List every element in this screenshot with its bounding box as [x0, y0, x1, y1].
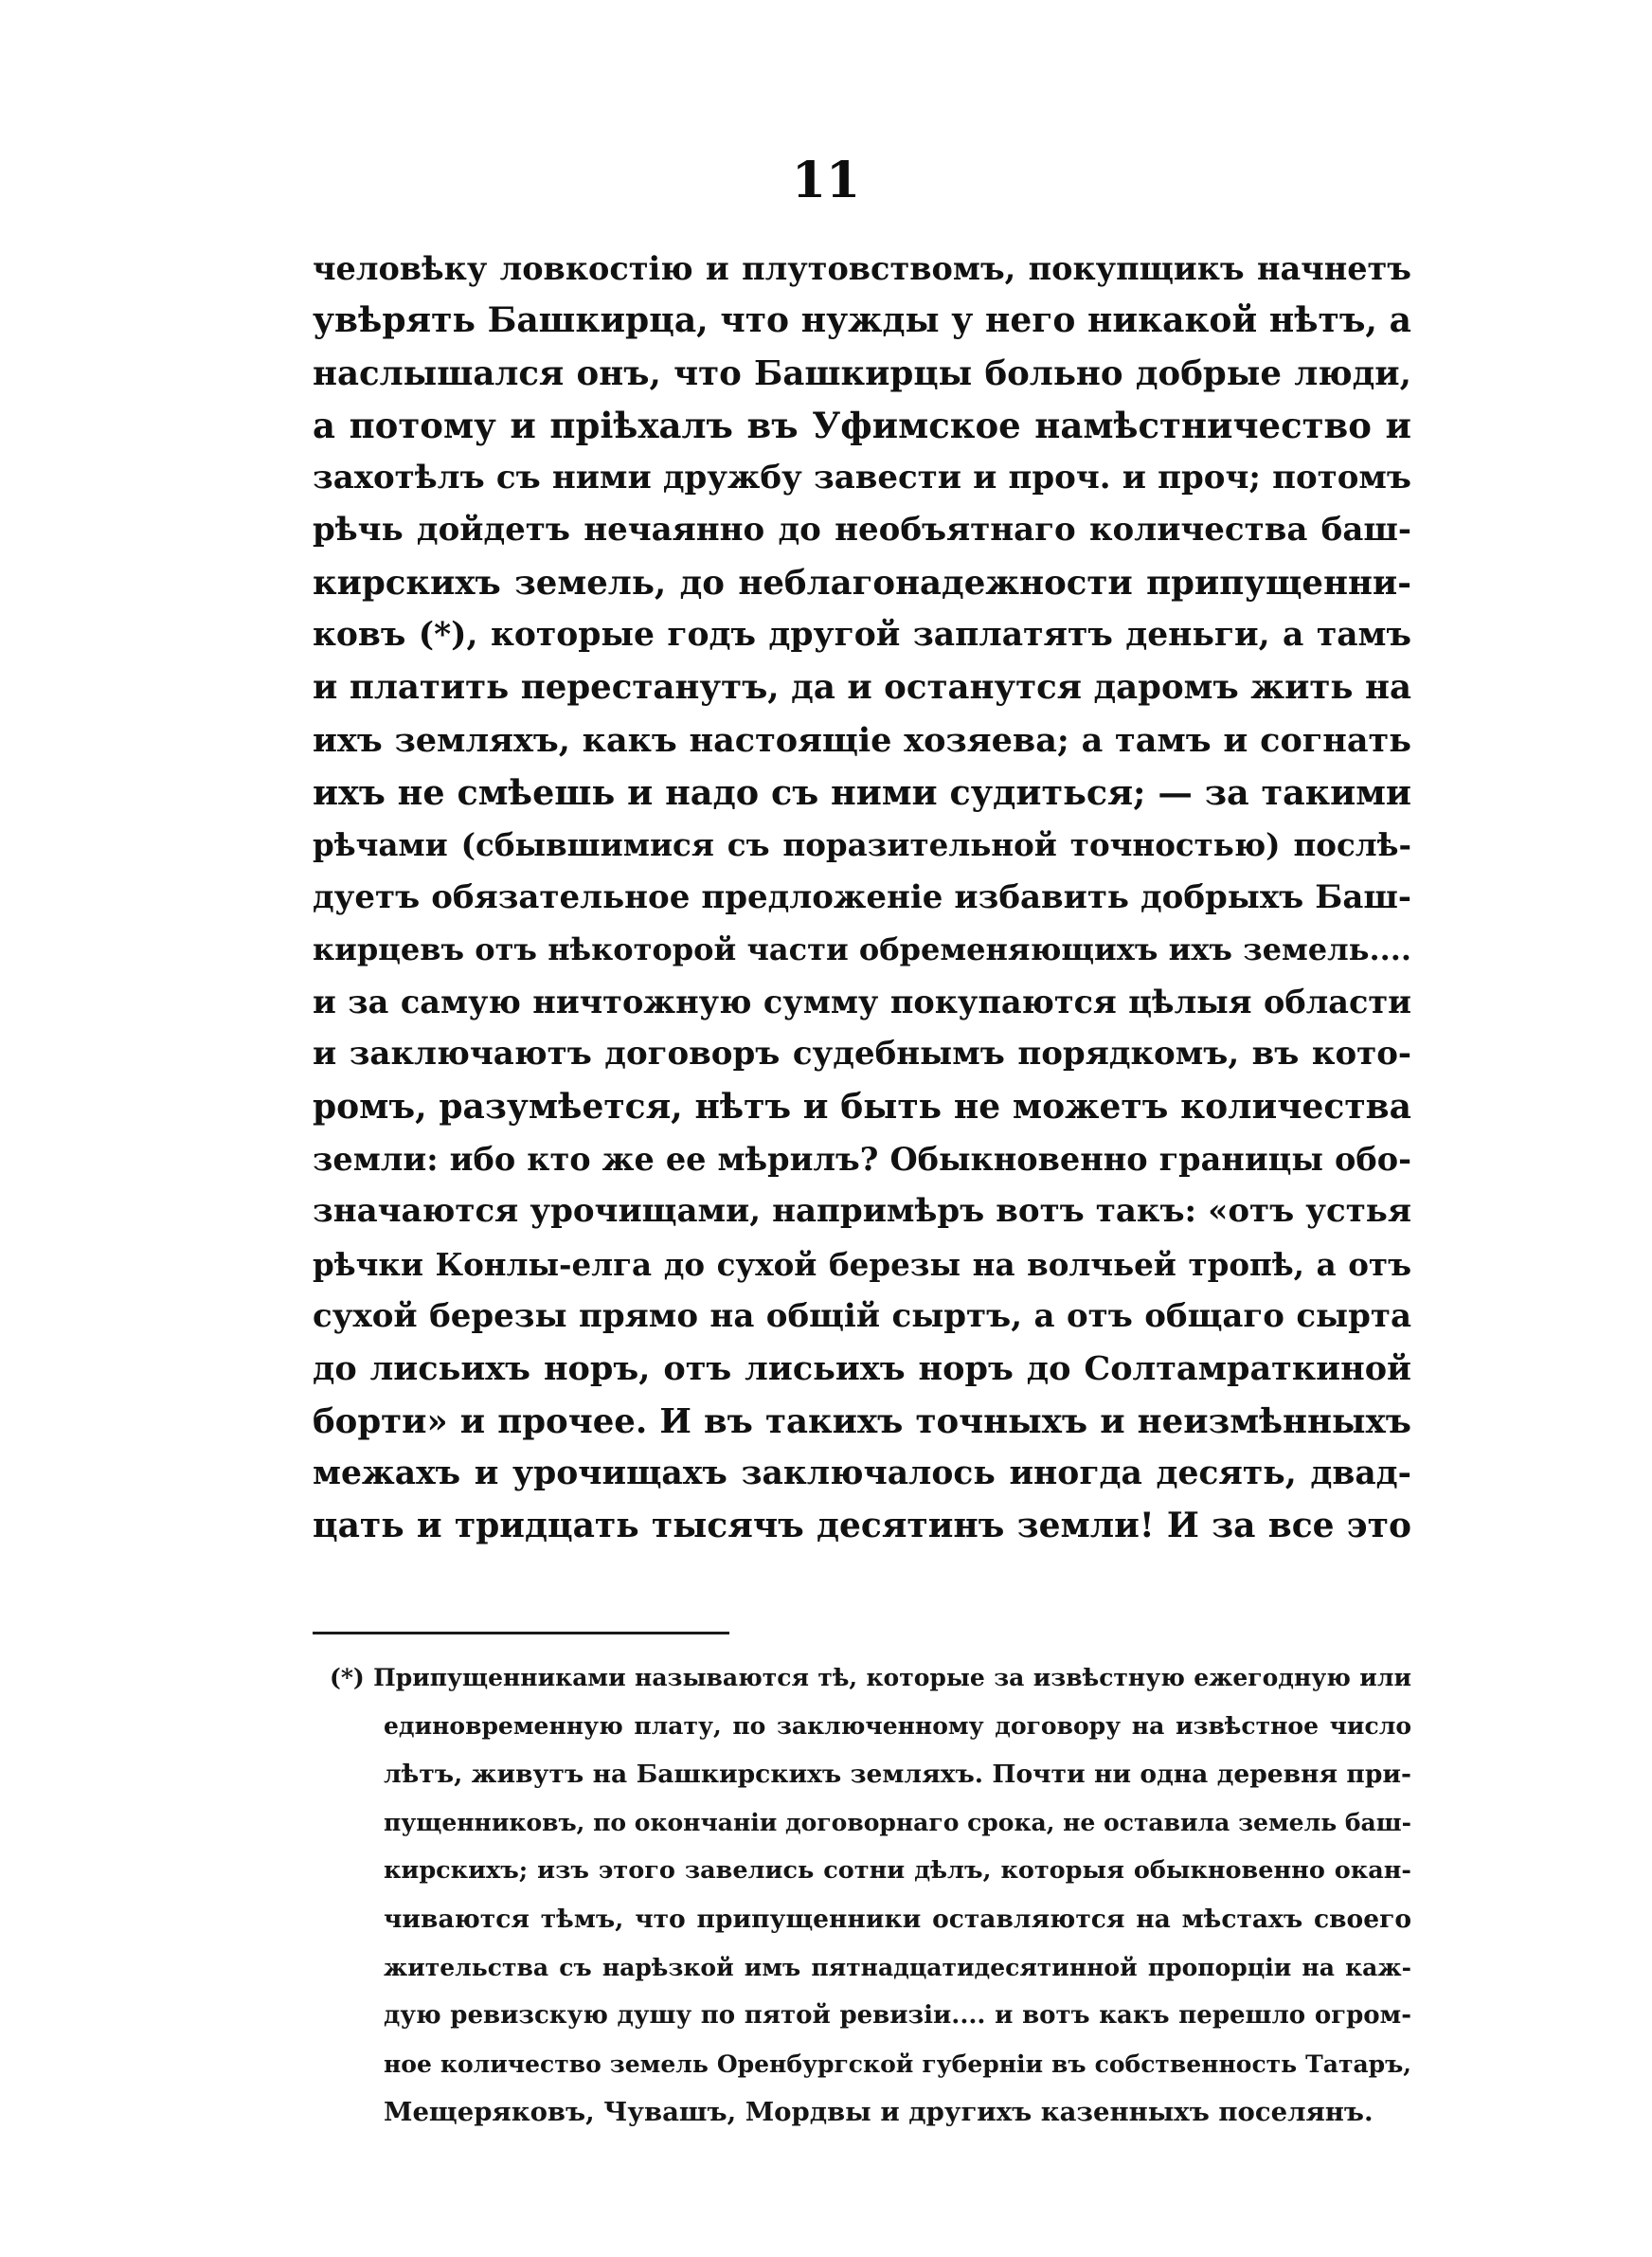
footnote-line: единовременную плату, по заключенному договору на извѣстное число	[384, 1712, 1411, 1740]
text-line: рѣчки Конлы-елга до сухой березы на волчьей тропѣ, а отъ	[313, 1245, 1411, 1283]
text-line: ромъ, разумѣется, нѣтъ и быть не можетъ количества	[313, 1086, 1411, 1127]
footnote-line: (*) Припущенниками называются тѣ, которые за извѣстную ежегодную или	[330, 1664, 1411, 1691]
footnote-line: кирскихъ; изъ этого завелись сотни дѣлъ, которыя обыкновенно окан-	[384, 1856, 1411, 1885]
text-line: захотѣлъ съ ними дружбу завести и проч. и проч; потомъ	[313, 459, 1411, 497]
text-line: ихъ не смѣешь и надо съ ними судиться; — за такими	[313, 771, 1411, 813]
text-line: борти» и прочее. И въ такихъ точныхъ и неизмѣнныхъ	[313, 1401, 1411, 1441]
text-line: значаются урочищами, напримѣръ вотъ такъ: «отъ устья	[313, 1192, 1411, 1231]
text-line: кирскихъ земель, до неблагонадежности припущенни-	[313, 563, 1411, 603]
text-line: цать и тридцать тысячъ десятинъ земли! И за все это	[313, 1506, 1411, 1546]
main-text	[313, 243, 1411, 1552]
text-line: увѣрять Башкирца, что нужды у него никакой нѣтъ, а	[313, 300, 1411, 341]
text-line: кирцевъ отъ нѣкоторой части обременяющихъ ихъ земель....	[313, 930, 1411, 967]
text-line: и за самую ничтожную сумму покупаются цѣлыя области	[313, 984, 1411, 1021]
footnote-line: чиваются тѣмъ, что припущенники оставляются на мѣстахъ своего	[384, 1905, 1411, 1934]
text-line: наслышался онъ, что Башкирцы больно добрые люди,	[313, 353, 1411, 393]
footnote-line: Мещеряковъ, Чувашъ, Мордвы и другихъ казенныхъ поселянъ.	[384, 2097, 1374, 2127]
text-line: а потому и пріѣхалъ въ Уфимское намѣстничество и	[313, 404, 1411, 446]
text-line: межахъ и урочищахъ заключалось иногда десять, двад-	[313, 1454, 1411, 1492]
text-line: и платить перестанутъ, да и останутся даромъ жить на	[313, 668, 1411, 708]
footnote-divider	[313, 1632, 729, 1634]
text-line: до лисьихъ норъ, отъ лисьихъ норъ до Солтамраткиной	[313, 1349, 1411, 1389]
text-line: рѣчами (сбывшимися съ поразительной точностью) послѣ-	[313, 826, 1411, 864]
footnote-line: пущенниковъ, по окончаніи договорнаго срока, не оставила земель баш-	[384, 1809, 1411, 1836]
text-line: и заключаютъ договоръ судебнымъ порядкомъ, въ кото-	[313, 1035, 1411, 1074]
footnote-line: жительства съ нарѣзкой имъ пятнадцатидесятинной пропорціи на каж-	[384, 1954, 1411, 1981]
footnote	[330, 1653, 1411, 2137]
text-line: сухой березы прямо на общій сыртъ, а отъ общаго сырта	[313, 1296, 1411, 1335]
text-line: ихъ земляхъ, какъ настоящіе хозяева; а тамъ и согнать	[313, 720, 1411, 760]
footnote-line: ное количество земель Оренбургской губерніи въ собственность Татаръ,	[384, 2050, 1411, 2078]
footnote-line: дую ревизскую душу по пятой ревизіи.... и вотъ какъ перешло огром-	[384, 2001, 1411, 2030]
text-line: ковъ (*), которые годъ другой заплатятъ деньги, а тамъ	[313, 616, 1411, 655]
text-line: дуетъ обязательное предложеніе избавить добрыхъ Баш-	[313, 877, 1411, 916]
footnote-line: лѣтъ, живутъ на Башкирскихъ земляхъ. Почти ни одна деревня при-	[384, 1760, 1411, 1789]
text-line: рѣчь дойдетъ нечаянно до необъятнаго количества баш-	[313, 511, 1411, 550]
page-number: 11	[791, 152, 861, 209]
text-line: человѣку ловкостію и плутовствомъ, покупщикъ начнетъ	[313, 250, 1411, 287]
text-line: земли: ибо кто же ее мѣрилъ? Обыкновенно границы обо-	[313, 1141, 1411, 1179]
